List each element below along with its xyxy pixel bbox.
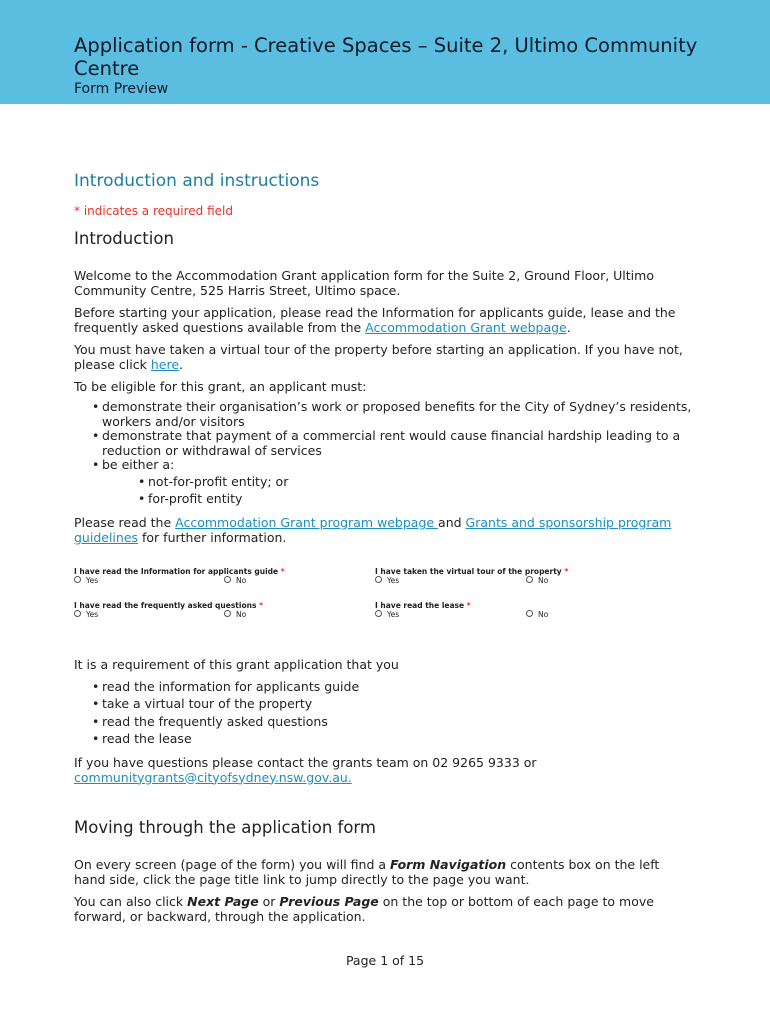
program-paragraph-and: and xyxy=(438,514,466,530)
question-label-text: I have read the lease xyxy=(375,600,465,610)
bullet-icon: • xyxy=(138,490,146,506)
question-label-text: I have taken the virtual tour of the property xyxy=(375,566,562,576)
list-item xyxy=(92,678,694,696)
question-label-text: I have read the Information for applicants guide xyxy=(74,566,279,576)
list-item xyxy=(92,695,694,713)
radio-label: No xyxy=(236,609,247,619)
bullet-icon: • xyxy=(92,678,100,694)
radio-no[interactable] xyxy=(224,610,246,619)
radio-yes[interactable] xyxy=(74,576,98,585)
contact-email-link[interactable]: communitygrants@cityofsydney.nsw.gov.au. xyxy=(74,769,352,785)
radio-label: No xyxy=(538,575,549,585)
form-navigation-text: On every screen (page of the form) you will find a xyxy=(74,856,391,872)
program-paragraph-text: Please read the xyxy=(74,514,176,530)
radio-yes[interactable] xyxy=(375,610,399,619)
list-item xyxy=(92,400,694,429)
accommodation-grant-webpage-link[interactable]: Accommodation Grant webpage xyxy=(365,320,567,335)
eligibility-paragraph: To be eligible for this grant, an applicant must: xyxy=(74,379,367,394)
virtual-tour-text: You must have taken a virtual tour of the property before starting an application. If you have not, please click xyxy=(74,342,683,372)
form-navigation-term: Form Navigation xyxy=(390,856,507,872)
radio-no[interactable] xyxy=(526,610,548,619)
section-heading: Introduction and instructions xyxy=(74,171,320,191)
list-item xyxy=(92,713,694,731)
list-item-text: read the lease xyxy=(102,731,192,746)
radio-no[interactable] xyxy=(526,576,548,585)
form-navigation-text-end: contents box on the left hand side, click the page title link to jump directly to the page you want. xyxy=(74,856,660,887)
question-label xyxy=(375,567,677,576)
bullet-icon: • xyxy=(92,713,100,729)
next-page-term: Next Page xyxy=(187,893,259,909)
radio-circle-icon[interactable] xyxy=(375,610,382,617)
virtual-tour-link[interactable]: here xyxy=(150,357,180,372)
required-star: * xyxy=(564,566,569,576)
page-number: Page 1 of 15 xyxy=(345,953,425,968)
bullet-icon: • xyxy=(92,696,100,711)
contact-text: If you have questions please contact the grants team on 02 9265 9333 or xyxy=(74,754,537,770)
page-subtitle: Form Preview xyxy=(74,81,169,97)
list-item-text: read the information for applicants guide xyxy=(102,678,360,694)
radio-group xyxy=(375,610,677,620)
question-label xyxy=(74,601,376,610)
radio-circle-icon[interactable] xyxy=(526,576,533,583)
entity-type-list xyxy=(74,473,694,507)
list-item xyxy=(92,429,694,458)
question-read-faq xyxy=(74,601,376,620)
radio-label: Yes xyxy=(387,575,400,585)
required-field-note: * indicates a required field xyxy=(74,204,233,218)
radio-label: No xyxy=(538,609,549,619)
required-star: * xyxy=(466,600,471,610)
navigation-heading: Moving through the application form xyxy=(74,817,376,837)
radio-yes[interactable] xyxy=(375,576,399,585)
radio-label: Yes xyxy=(387,609,400,619)
required-star: * xyxy=(259,600,263,610)
radio-label: Yes xyxy=(86,609,99,619)
radio-no[interactable] xyxy=(224,576,246,585)
radio-yes[interactable] xyxy=(74,610,98,619)
radio-circle-icon[interactable] xyxy=(526,610,533,617)
contact-paragraph xyxy=(74,755,694,785)
introduction-heading: Introduction xyxy=(74,229,174,248)
bullet-icon: • xyxy=(92,399,100,414)
page-header xyxy=(0,0,770,104)
virtual-tour-paragraph xyxy=(74,342,694,372)
form-navigation-paragraph xyxy=(74,857,694,887)
radio-circle-icon[interactable] xyxy=(74,576,81,583)
requirements-paragraph: It is a requirement of this grant application that you xyxy=(74,656,399,672)
guide-paragraph xyxy=(74,305,694,335)
radio-circle-icon[interactable] xyxy=(224,576,231,583)
welcome-paragraph: Welcome to the Accommodation Grant application form for the Suite 2, Ground Floor, Ultimo Community Centre, 525 Harris Street, Ultimo space. xyxy=(74,268,654,298)
bullet-icon: • xyxy=(92,731,100,746)
question-label-text: I have read the frequently asked questions xyxy=(74,600,257,610)
page-buttons-text-end: on the top or bottom of each page to move forward, or backward, through the application. xyxy=(74,893,654,924)
program-paragraph xyxy=(74,515,694,545)
list-item-text: demonstrate that payment of a commercial rent would cause financial hardship leading to a reduction or withdrawal of services xyxy=(102,428,681,458)
program-webpage-link[interactable]: Accommodation Grant program webpage xyxy=(175,514,439,530)
list-item xyxy=(138,473,694,490)
form-content xyxy=(74,170,694,924)
radio-circle-icon[interactable] xyxy=(224,610,231,617)
question-read-guide xyxy=(74,567,376,586)
guidelines-link[interactable]: Grants and sponsorship program guidelines xyxy=(74,514,672,545)
required-star: * xyxy=(280,566,285,576)
question-label xyxy=(74,567,376,576)
page-buttons-or: or xyxy=(258,893,280,909)
radio-circle-icon[interactable] xyxy=(375,576,382,583)
confirmation-questions xyxy=(74,567,694,627)
list-item-text: take a virtual tour of the property xyxy=(102,696,313,711)
radio-group xyxy=(375,576,677,586)
list-item xyxy=(92,458,694,473)
bullet-icon: • xyxy=(92,428,100,443)
radio-group xyxy=(74,610,376,620)
list-item xyxy=(92,730,694,748)
list-item-text: be either a: xyxy=(102,457,175,472)
program-paragraph-end: for further information. xyxy=(138,529,287,545)
question-label xyxy=(375,601,677,610)
radio-label: Yes xyxy=(86,575,99,585)
radio-group xyxy=(74,576,376,586)
question-read-lease xyxy=(375,601,677,620)
previous-page-term: Previous Page xyxy=(279,893,379,909)
page-title: Application form - Creative Spaces – Suite 2, Ultimo Community Centre xyxy=(74,34,698,80)
virtual-tour-end: . xyxy=(179,357,183,372)
list-item xyxy=(138,490,694,507)
bullet-icon: • xyxy=(138,473,146,489)
page-buttons-text: You can also click xyxy=(74,893,188,909)
page-buttons-paragraph xyxy=(74,894,694,924)
radio-label: No xyxy=(236,575,247,585)
list-item-text: read the frequently asked questions xyxy=(102,713,328,729)
question-virtual-tour xyxy=(375,567,677,586)
guide-paragraph-text: Before starting your application, please read the Information for applicants guide, lease and the frequently asked questions available from the xyxy=(74,305,676,335)
bullet-icon: • xyxy=(92,457,100,472)
eligibility-list xyxy=(74,400,694,473)
list-item-text: not-for-profit entity; or xyxy=(148,473,289,489)
radio-circle-icon[interactable] xyxy=(74,610,81,617)
list-item-text: for-profit entity xyxy=(148,490,243,506)
list-item-text: demonstrate their organisation’s work or proposed benefits for the City of Sydney’s residents, workers and/or visitors xyxy=(102,399,692,429)
guide-paragraph-end: . xyxy=(566,320,571,335)
requirements-list xyxy=(92,678,694,748)
